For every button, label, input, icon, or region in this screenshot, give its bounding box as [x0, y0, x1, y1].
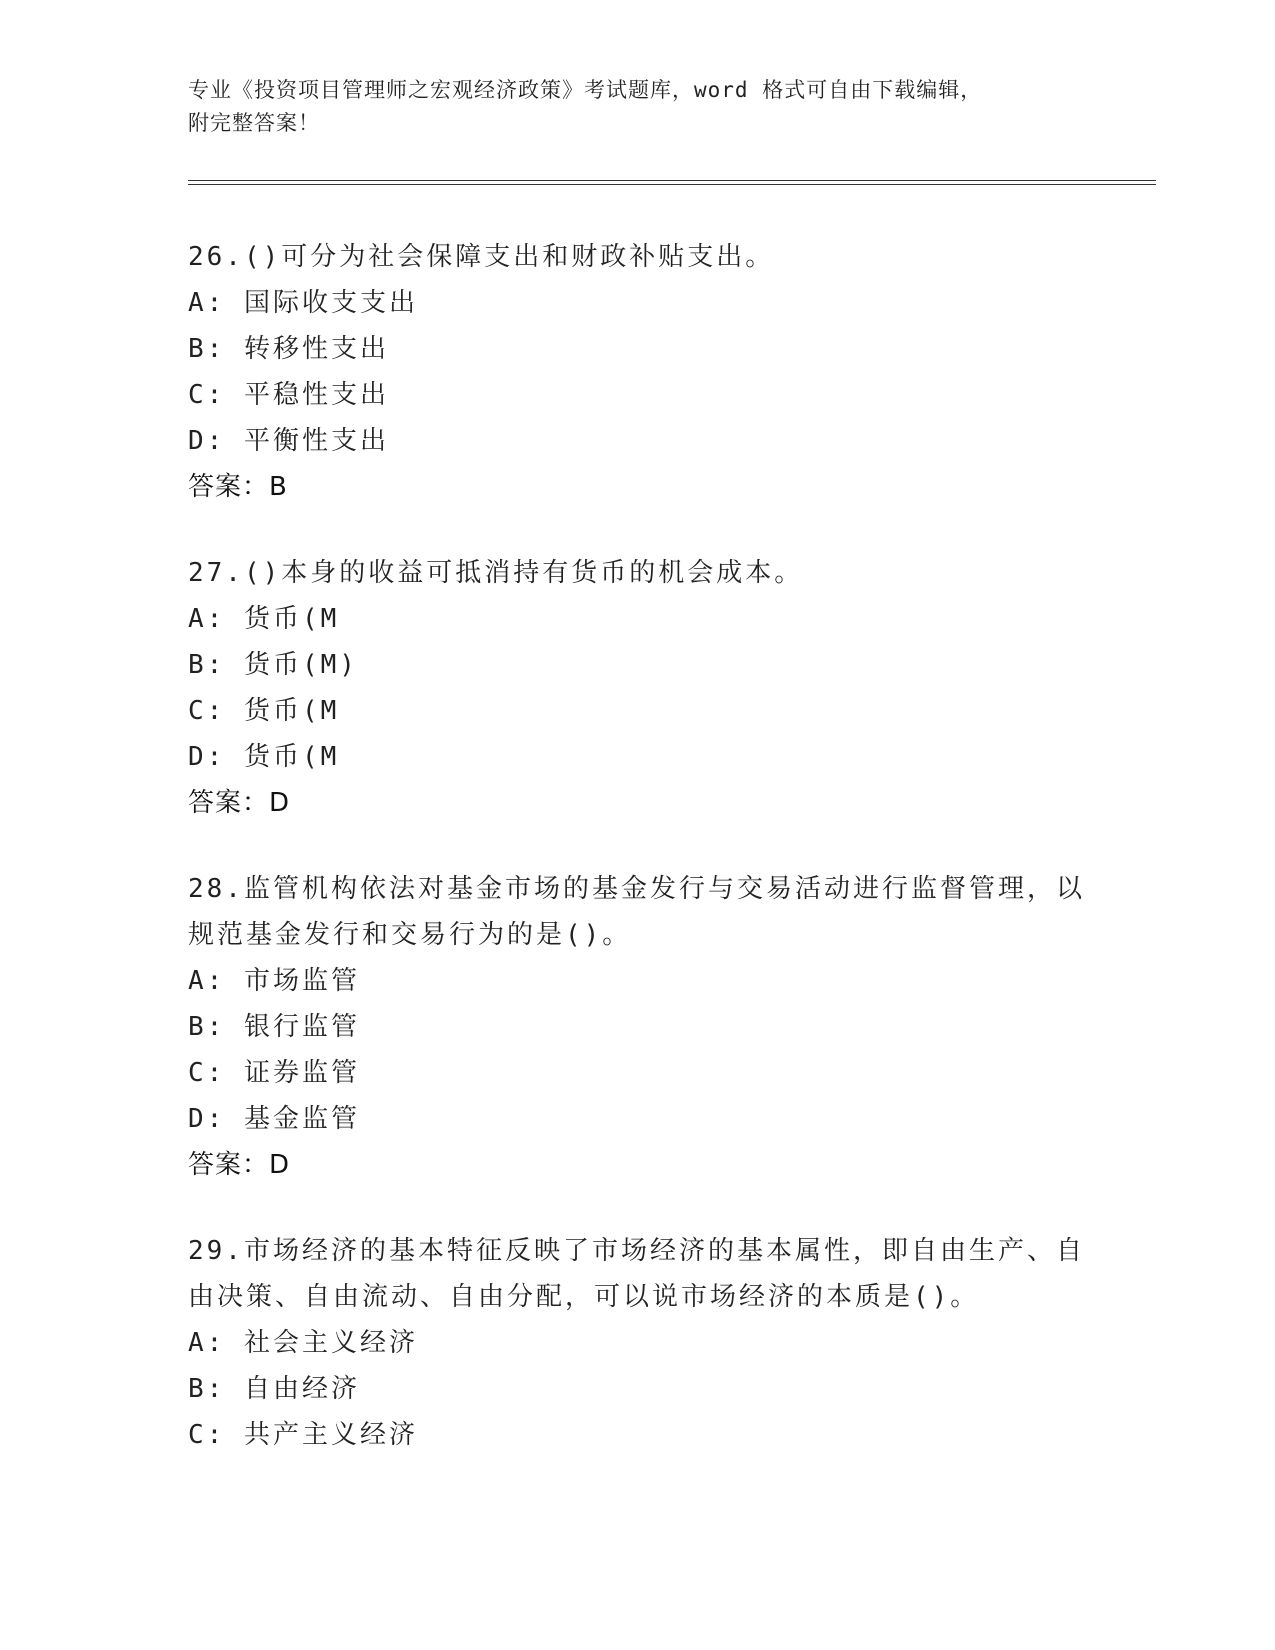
option-c: C: 货币(M: [188, 696, 340, 726]
answer-line: 答案：D: [188, 788, 291, 818]
question-29: [188, 1228, 1088, 1458]
option-a: A: 市场监管: [188, 966, 360, 996]
document-header: [188, 74, 1068, 140]
option-d: D: 平衡性支出: [188, 426, 389, 456]
answer-line: 答案：D: [188, 1150, 291, 1180]
question-26: [188, 234, 1088, 510]
question-27: [188, 550, 1088, 826]
option-c: C: 平稳性支出: [188, 380, 389, 410]
option-a: A: 国际收支支出: [188, 288, 418, 318]
option-c: C: 证券监管: [188, 1058, 360, 1088]
option-d: D: 货币(M: [188, 742, 340, 772]
answer-line: 答案：B: [188, 472, 288, 502]
question-list: [188, 234, 1088, 1498]
question-text: 27.()本身的收益可抵消持有货币的机会成本。: [188, 558, 804, 588]
question-text: 28.监管机构依法对基金市场的基金发行与交易活动进行监督管理，以规范基金发行和交易行为的是()。: [188, 874, 1085, 950]
question-text: 26.()可分为社会保障支出和财政补贴支出。: [188, 242, 775, 272]
option-b: B: 货币(M): [188, 650, 358, 680]
question-28: [188, 866, 1088, 1188]
header-divider: [188, 180, 1156, 185]
option-c: C: 共产主义经济: [188, 1420, 418, 1450]
option-a: A: 社会主义经济: [188, 1328, 418, 1358]
header-line-2: 附完整答案！: [188, 111, 320, 135]
option-d: D: 基金监管: [188, 1104, 360, 1134]
header-line-1: 专业《投资项目管理师之宏观经济政策》考试题库，word 格式可自由下载编辑，: [188, 78, 983, 102]
option-a: A: 货币(M: [188, 604, 340, 634]
option-b: B: 银行监管: [188, 1012, 360, 1042]
question-text: 29.市场经济的基本特征反映了市场经济的基本属性，即自由生产、自由决策、自由流动、自由分配，可以说市场经济的本质是()。: [188, 1236, 1085, 1312]
option-b: B: 自由经济: [188, 1374, 360, 1404]
option-b: B: 转移性支出: [188, 334, 389, 364]
